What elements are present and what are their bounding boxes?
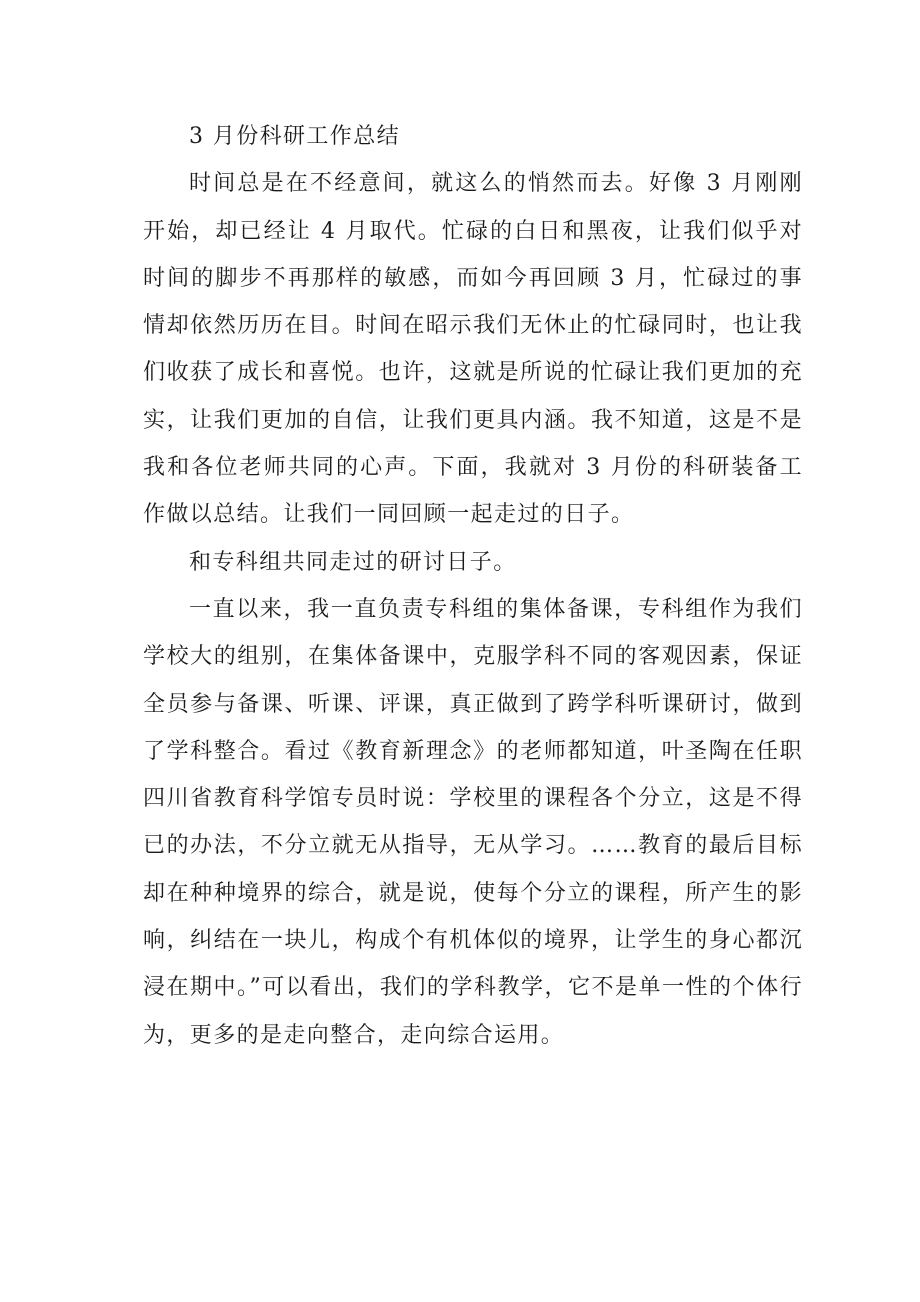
paragraph-subheading: 和专科组共同走过的研讨日子。 [189, 549, 517, 575]
paragraph-intro: 时间总是在不经意间，就这么的悄然而去。好像 3 月刚刚开始，却已经让 4 月取代。忙碌的白日和黑夜，让我们似乎对时间的脚步不再那样的敏感，而如今再回顾 3 月，忙碌过的事情却依然历历在目。时间在昭示我们无休止的忙碌同时，也让我们收获了成长和喜悦。也许，这就是所说的忙碌让我们更加的充实，让我们更加的自信，让我们更具内涵。我不知道，这是不是我和各位老师共同的心声。下面，我就对 3 月份的科研装备工作做以总结。让我们一同回顾一起走过的日子。 [143, 171, 803, 528]
paragraph-collective-prep: 一直以来，我一直负责专科组的集体备课，专科组作为我们学校大的组别，在集体备课中，克服学科不同的客观因素，保证全员参与备课、听课、评课，真正做到了跨学科听课研讨，做到了学科整合。看过《教育新理念》的老师都知道，叶圣陶在任职四川省教育科学馆专员时说：学校里的课程各个分立，这是不得已的办法，不分立就无从指导，无从学习。……教育的最后目标却在种种境界的综合，就是说，使每个分立的课程，所产生的影响，纠结在一块儿，构成个有机体似的境界，让学生的身心都沉浸在期中。”可以看出，我们的学科教学，它不是单一性的个体行为，更多的是走向整合，走向综合运用。 [143, 596, 803, 1048]
document-body [143, 113, 803, 1059]
document-title: 3 月份科研工作总结 [189, 124, 400, 149]
